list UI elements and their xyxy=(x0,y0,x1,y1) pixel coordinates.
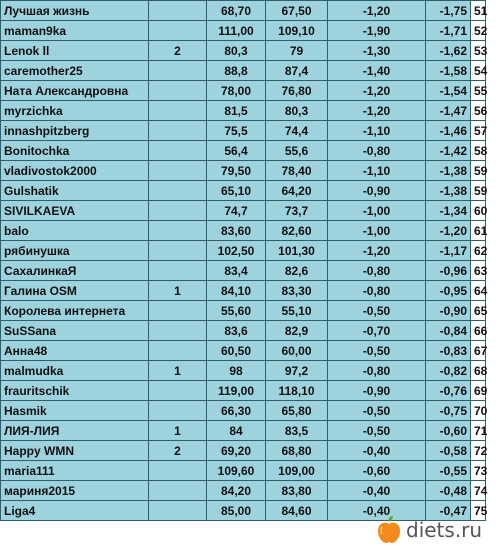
percent-change: -0,58 xyxy=(426,441,471,461)
table-row xyxy=(1,261,486,281)
weight-change: -1,10 xyxy=(328,121,426,141)
weight-change: -0,80 xyxy=(328,261,426,281)
percent-change: -0,76 xyxy=(426,381,471,401)
rank-number: 65 xyxy=(471,301,486,321)
current-weight: 83,5 xyxy=(266,421,328,441)
table-row xyxy=(1,181,486,201)
participant-name: Bonitochka xyxy=(1,141,149,161)
weight-change: -0,50 xyxy=(328,341,426,361)
weight-change: -0,90 xyxy=(328,381,426,401)
current-weight: 64,20 xyxy=(266,181,328,201)
start-weight: 84 xyxy=(207,421,266,441)
weight-change: -0,40 xyxy=(328,501,426,521)
weight-change: -1,90 xyxy=(328,21,426,41)
participant-name: ЛИЯ-ЛИЯ xyxy=(1,421,149,441)
rank-number: 66 xyxy=(471,321,486,341)
rank-number: 60 xyxy=(471,201,486,221)
rank-number: 75 xyxy=(471,501,486,521)
rank-number: 59 xyxy=(471,161,486,181)
participant-name: caremother25 xyxy=(1,61,149,81)
weight-change: -0,80 xyxy=(328,281,426,301)
start-weight: 119,00 xyxy=(207,381,266,401)
table-row xyxy=(1,161,486,181)
table-row xyxy=(1,401,486,421)
percent-change: -1,17 xyxy=(426,241,471,261)
start-weight: 85,00 xyxy=(207,501,266,521)
participant-name: SuSSana xyxy=(1,321,149,341)
participant-name: Liga4 xyxy=(1,501,149,521)
percent-change: -1,20 xyxy=(426,221,471,241)
table-row xyxy=(1,141,486,161)
participant-name: frauritschik xyxy=(1,381,149,401)
table-row xyxy=(1,341,486,361)
weight-change: -0,90 xyxy=(328,181,426,201)
percent-change: -0,90 xyxy=(426,301,471,321)
mark-count xyxy=(149,161,207,181)
percent-change: -1,54 xyxy=(426,81,471,101)
mark-count xyxy=(149,241,207,261)
participant-name: Gulshatik xyxy=(1,181,149,201)
start-weight: 84,20 xyxy=(207,481,266,501)
current-weight: 87,4 xyxy=(266,61,328,81)
mark-count xyxy=(149,61,207,81)
mark-count xyxy=(149,181,207,201)
participant-name: myrzichka xyxy=(1,101,149,121)
mark-count xyxy=(149,1,207,21)
table-row xyxy=(1,381,486,401)
current-weight: 80,3 xyxy=(266,101,328,121)
participant-name: SIVILKAEVA xyxy=(1,201,149,221)
apple-icon xyxy=(376,516,402,544)
rank-number: 56 xyxy=(471,101,486,121)
weight-change: -0,80 xyxy=(328,141,426,161)
rank-number: 74 xyxy=(471,481,486,501)
weight-change: -1,00 xyxy=(328,201,426,221)
current-weight: 74,4 xyxy=(266,121,328,141)
current-weight: 73,7 xyxy=(266,201,328,221)
start-weight: 98 xyxy=(207,361,266,381)
start-weight: 102,50 xyxy=(207,241,266,261)
start-weight: 55,60 xyxy=(207,301,266,321)
table-row xyxy=(1,241,486,261)
rank-number: 55 xyxy=(471,81,486,101)
current-weight: 97,2 xyxy=(266,361,328,381)
participant-name: innashpitzberg xyxy=(1,121,149,141)
start-weight: 109,60 xyxy=(207,461,266,481)
rank-number: 64 xyxy=(471,281,486,301)
mark-count: 1 xyxy=(149,281,207,301)
current-weight: 68,80 xyxy=(266,441,328,461)
participant-name: maman9ka xyxy=(1,21,149,41)
current-weight: 55,10 xyxy=(266,301,328,321)
current-weight: 101,30 xyxy=(266,241,328,261)
mark-count xyxy=(149,341,207,361)
rank-number: 57 xyxy=(471,121,486,141)
mark-count: 1 xyxy=(149,421,207,441)
participant-name: Ната Александровна xyxy=(1,81,149,101)
table-row xyxy=(1,101,486,121)
percent-change: -1,46 xyxy=(426,121,471,141)
weight-change: -0,40 xyxy=(328,481,426,501)
diets-watermark xyxy=(376,516,482,544)
weight-change: -1,20 xyxy=(328,1,426,21)
weight-change: -0,50 xyxy=(328,401,426,421)
start-weight: 83,4 xyxy=(207,261,266,281)
percent-change: -0,55 xyxy=(426,461,471,481)
mark-count xyxy=(149,101,207,121)
participant-name: malmudka xyxy=(1,361,149,381)
mark-count xyxy=(149,81,207,101)
table-row xyxy=(1,481,486,501)
table-row xyxy=(1,41,486,61)
participant-name: Lenok ll xyxy=(1,41,149,61)
weight-change: -0,50 xyxy=(328,421,426,441)
percent-change: -1,58 xyxy=(426,61,471,81)
participant-name: balo xyxy=(1,221,149,241)
percent-change: -1,75 xyxy=(426,1,471,21)
percent-change: -1,47 xyxy=(426,101,471,121)
rank-number: 71 xyxy=(471,421,486,441)
current-weight: 83,30 xyxy=(266,281,328,301)
table-body xyxy=(1,1,486,521)
weight-change: -1,10 xyxy=(328,161,426,181)
weight-change: -1,00 xyxy=(328,221,426,241)
rank-number: 59 xyxy=(471,181,486,201)
start-weight: 79,50 xyxy=(207,161,266,181)
current-weight: 83,80 xyxy=(266,481,328,501)
current-weight: 65,80 xyxy=(266,401,328,421)
table-row xyxy=(1,421,486,441)
mark-count: 2 xyxy=(149,441,207,461)
percent-change: -1,38 xyxy=(426,181,471,201)
percent-change: -0,60 xyxy=(426,421,471,441)
current-weight: 78,40 xyxy=(266,161,328,181)
mark-count xyxy=(149,121,207,141)
rank-number: 62 xyxy=(471,241,486,261)
mark-count xyxy=(149,481,207,501)
current-weight: 84,60 xyxy=(266,501,328,521)
rank-number: 54 xyxy=(471,61,486,81)
percent-change: -0,83 xyxy=(426,341,471,361)
percent-change: -1,62 xyxy=(426,41,471,61)
participant-name: рябинушка xyxy=(1,241,149,261)
weight-change: -1,40 xyxy=(328,61,426,81)
current-weight: 79 xyxy=(266,41,328,61)
start-weight: 60,50 xyxy=(207,341,266,361)
start-weight: 74,7 xyxy=(207,201,266,221)
participant-name: Happy WMN xyxy=(1,441,149,461)
start-weight: 88,8 xyxy=(207,61,266,81)
current-weight: 82,60 xyxy=(266,221,328,241)
percent-change: -1,38 xyxy=(426,161,471,181)
mark-count xyxy=(149,261,207,281)
table-row xyxy=(1,1,486,21)
mark-count xyxy=(149,221,207,241)
start-weight: 66,30 xyxy=(207,401,266,421)
mark-count xyxy=(149,381,207,401)
participant-name: Анна48 xyxy=(1,341,149,361)
current-weight: 76,80 xyxy=(266,81,328,101)
current-weight: 55,6 xyxy=(266,141,328,161)
percent-change: -1,34 xyxy=(426,201,471,221)
table-row xyxy=(1,21,486,41)
rank-number: 52 xyxy=(471,21,486,41)
table-row xyxy=(1,61,486,81)
start-weight: 83,60 xyxy=(207,221,266,241)
start-weight: 75,5 xyxy=(207,121,266,141)
percent-change: -0,84 xyxy=(426,321,471,341)
mark-count xyxy=(149,461,207,481)
rank-number: 61 xyxy=(471,221,486,241)
weight-change: -0,40 xyxy=(328,441,426,461)
start-weight: 80,3 xyxy=(207,41,266,61)
rank-number: 63 xyxy=(471,261,486,281)
participant-name: Королева интернета xyxy=(1,301,149,321)
weight-change: -1,30 xyxy=(328,41,426,61)
weight-change: -1,20 xyxy=(328,81,426,101)
rank-number: 53 xyxy=(471,41,486,61)
percent-change: -0,95 xyxy=(426,281,471,301)
start-weight: 68,70 xyxy=(207,1,266,21)
rank-number: 72 xyxy=(471,441,486,461)
percent-change: -1,71 xyxy=(426,21,471,41)
rank-number: 70 xyxy=(471,401,486,421)
participant-name: maria111 xyxy=(1,461,149,481)
weight-change: -0,80 xyxy=(328,361,426,381)
start-weight: 83,6 xyxy=(207,321,266,341)
mark-count xyxy=(149,21,207,41)
rank-number: 67 xyxy=(471,341,486,361)
table-row xyxy=(1,221,486,241)
percent-change: -1,42 xyxy=(426,141,471,161)
mark-count xyxy=(149,201,207,221)
table-row xyxy=(1,281,486,301)
table-row xyxy=(1,81,486,101)
rank-number: 58 xyxy=(471,141,486,161)
mark-count xyxy=(149,401,207,421)
start-weight: 111,00 xyxy=(207,21,266,41)
current-weight: 109,00 xyxy=(266,461,328,481)
table-row xyxy=(1,441,486,461)
percent-change: -0,48 xyxy=(426,481,471,501)
current-weight: 60,00 xyxy=(266,341,328,361)
start-weight: 69,20 xyxy=(207,441,266,461)
participant-name: Лучшая жизнь xyxy=(1,1,149,21)
mark-count xyxy=(149,301,207,321)
table-row xyxy=(1,121,486,141)
watermark-text: diets.ru xyxy=(406,518,483,542)
rank-number: 69 xyxy=(471,381,486,401)
table-row xyxy=(1,321,486,341)
mark-count xyxy=(149,321,207,341)
mark-count: 1 xyxy=(149,361,207,381)
participant-name: Галина OSM xyxy=(1,281,149,301)
percent-change: -0,75 xyxy=(426,401,471,421)
start-weight: 56,4 xyxy=(207,141,266,161)
mark-count: 2 xyxy=(149,41,207,61)
current-weight: 109,10 xyxy=(266,21,328,41)
start-weight: 65,10 xyxy=(207,181,266,201)
table-row xyxy=(1,201,486,221)
rank-number: 68 xyxy=(471,361,486,381)
mark-count xyxy=(149,141,207,161)
rank-number: 51 xyxy=(471,1,486,21)
weight-change: -1,20 xyxy=(328,101,426,121)
current-weight: 67,50 xyxy=(266,1,328,21)
table-row xyxy=(1,301,486,321)
current-weight: 82,6 xyxy=(266,261,328,281)
participant-name: vladivostok2000 xyxy=(1,161,149,181)
weight-change: -1,20 xyxy=(328,241,426,261)
percent-change: -0,47 xyxy=(426,501,471,521)
participant-name: Hasmik xyxy=(1,401,149,421)
table-row xyxy=(1,361,486,381)
rank-number: 73 xyxy=(471,461,486,481)
percent-change: -0,96 xyxy=(426,261,471,281)
participant-name: СахалинкаЯ xyxy=(1,261,149,281)
start-weight: 78,00 xyxy=(207,81,266,101)
start-weight: 81,5 xyxy=(207,101,266,121)
weight-change: -0,70 xyxy=(328,321,426,341)
mark-count xyxy=(149,501,207,521)
weight-change: -0,50 xyxy=(328,301,426,321)
percent-change: -0,82 xyxy=(426,361,471,381)
current-weight: 118,10 xyxy=(266,381,328,401)
weight-change: -0,60 xyxy=(328,461,426,481)
participant-name: мариня2015 xyxy=(1,481,149,501)
start-weight: 84,10 xyxy=(207,281,266,301)
table-row xyxy=(1,461,486,481)
current-weight: 82,9 xyxy=(266,321,328,341)
